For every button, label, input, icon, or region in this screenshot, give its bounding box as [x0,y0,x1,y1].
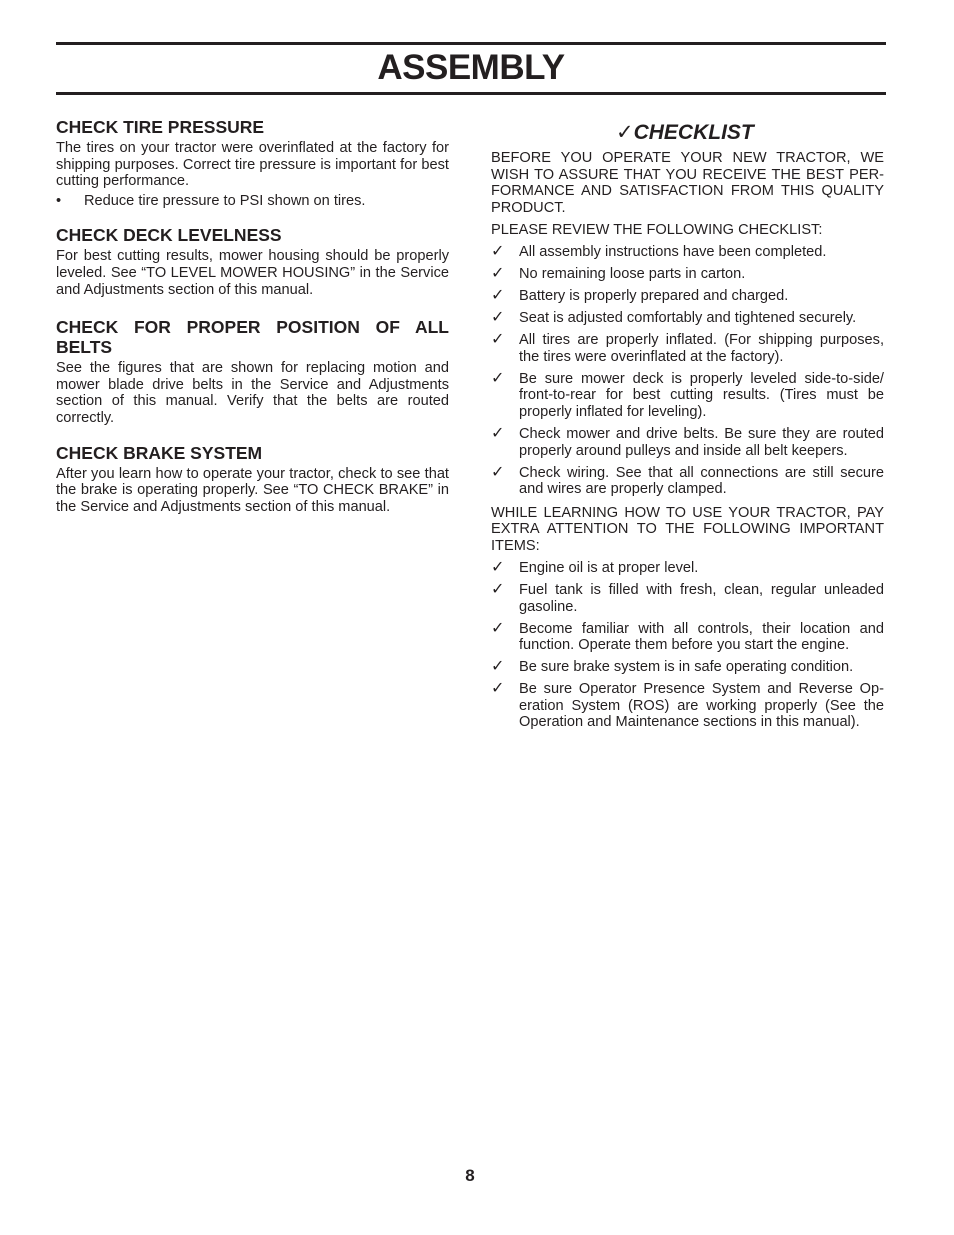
list-item [491,310,884,327]
list-item-text: All tires are properly inflated. (For shipping purposes, the tires were overinflated at the factory). [519,332,884,365]
checkmark-icon: ✓ [491,680,505,698]
bullet-icon: • [56,192,62,209]
heading-check-belts: CHECK FOR PROPER POSITION OF ALL BELTS [56,317,449,358]
list-item-text: Become familiar with all controls, their location and function. Operate them before you start the engine. [519,620,884,654]
list-item-text: Be sure mower deck is properly leveled side-to-side/ front-to-rear for best cutting results. (Tires must be properly inflated for leveling). [519,370,884,421]
list-item-text: Engine oil is at proper level. [519,559,699,576]
list-item-text: Be sure brake system is in safe operating condition. [519,659,854,676]
checkmark-icon: ✓ [491,580,505,598]
checkmark-icon: ✓ [491,619,505,637]
checklist-before-operate [491,244,884,497]
section-check-brake-system [56,443,449,516]
list-item [491,266,884,283]
list-item-text: No remaining loose parts in carton. [519,266,746,283]
header-rule-top [56,42,886,45]
checkmark-icon: ✓ [491,331,505,349]
tire-pressure-text: The tires on your tractor were overinflated at the factory for shipping purposes. Correct tire pressure is important for best cutting performance. [56,140,449,190]
list-item-text: Seat is adjusted comfortably and tightened securely. [519,310,857,327]
bullet-text: Reduce tire pressure to PSI shown on tires. [84,192,366,209]
checkmark-icon: ✓ [491,287,505,305]
heading-check-tire-pressure: CHECK TIRE PRESSURE [56,117,265,137]
list-item [491,244,884,261]
list-item [491,465,884,498]
list-item [491,426,884,459]
checklist-learning: WHILE LEARNING HOW TO USE YOUR TRACTOR, PAY EXTRA ATTENTION TO THE FOLLOWING IMPORTANT ITEMS: [491,504,884,554]
checkmark-icon: ✓ [491,463,505,481]
checkmark-icon: ✓ [491,658,505,676]
header-rule-bottom [56,92,886,95]
page-title: ASSEMBLY [377,48,565,87]
section-check-deck-levelness [56,225,449,298]
list-item [491,332,884,365]
list-item [491,560,884,577]
heading-check-brake-system: CHECK BRAKE SYSTEM [56,442,263,463]
list-item-text: Be sure Operator Presence System and Reverse Op-eration System (ROS) are working properly (See the Operation and Maintenance sections in this manual). [519,681,884,731]
section-check-tire-pressure [56,117,449,209]
list-item [491,659,884,676]
list-item [491,371,884,421]
brake-text: After you learn how to operate your tractor, check to see that the brake is operating properly. See “TO CHECK BRAKE” in the Service and Adjustments section of this manual. [56,465,449,515]
checkmark-icon: ✓ [491,425,505,443]
list-item-text: Check mower and drive belts. Be sure they are routed properly around pulleys and inside all belt keepers. [519,426,884,459]
deck-levelness-text: For best cutting results, mower housing should be properly leveled. See “TO LEVEL MOWER HOUSING” in the Service and Adjustments section of this manual. [56,248,449,298]
checkmark-icon: ✓ [491,558,505,576]
list-item-text: All assembly instructions have been completed. [519,244,827,261]
list-item [491,681,884,731]
list-item [491,582,884,615]
list-item [491,621,884,654]
checkmark-icon: ✓ [491,243,505,261]
right-column [491,117,884,731]
belts-text: See the figures that are shown for replacing motion and mower blade drive belts in the Service and Adjustments section of this manual. Verify that the belts are routed correctly. [56,360,449,426]
page-number: 8 [465,1166,475,1185]
checklist-review: PLEASE REVIEW THE FOLLOWING CHECKLIST: [491,222,823,239]
list-item-text: Battery is properly prepared and charged. [519,288,789,305]
checkmark-icon: ✓ [491,369,505,387]
list-item-text: Fuel tank is filled with fresh, clean, regular unleaded gasoline. [519,581,884,615]
list-item-text: Check wiring. See that all connections are still secure and wires are properly clamped. [519,464,884,498]
checklist-learning-items [491,560,884,731]
checklist-intro: BEFORE YOU OPERATE YOUR NEW TRACTOR, WE WISH TO ASSURE THAT YOU RECEIVE THE BEST PER-FORMANCE AND SATISFACTION FROM THIS QUALITY PRODUCT. [491,150,884,216]
section-check-belts [56,317,449,426]
heading-check-deck-levelness: CHECK DECK LEVELNESS [56,225,282,246]
list-item [491,288,884,305]
checklist-title: ✓CHECKLIST [616,121,754,144]
list-item [56,193,449,210]
checkmark-icon: ✓ [491,265,505,283]
left-column [56,117,449,515]
checkmark-icon: ✓ [491,309,505,327]
